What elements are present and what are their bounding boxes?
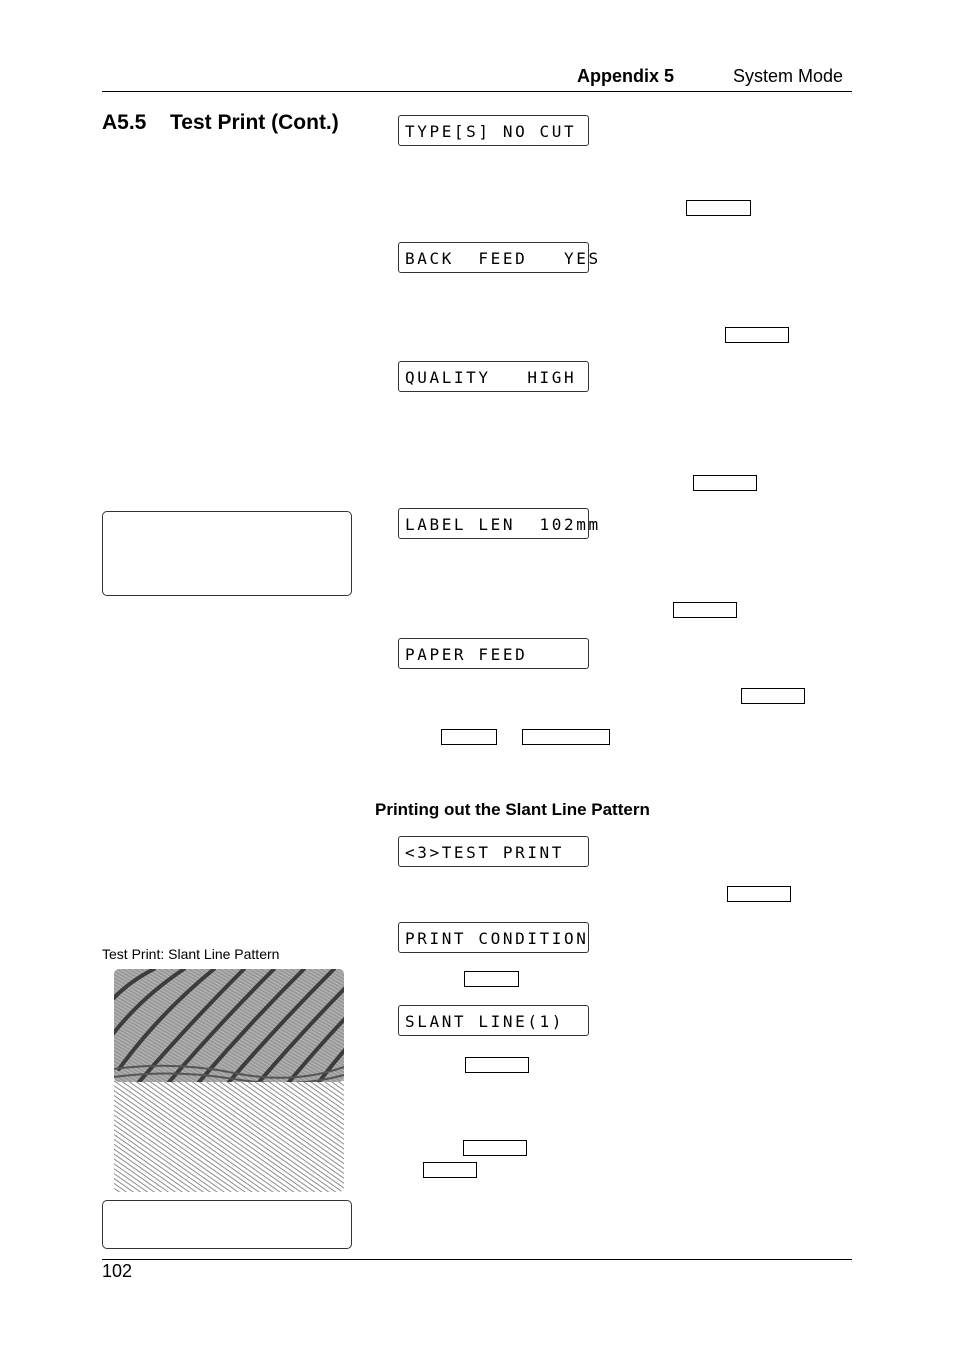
- header-rule: [102, 91, 852, 92]
- key-box: [727, 886, 791, 902]
- section-title-text: Test Print (Cont.): [170, 111, 339, 134]
- lcd-display-type: TYPE[S] NO CUT: [398, 115, 589, 146]
- header-section-name: System Mode: [733, 66, 844, 86]
- subheading: Printing out the Slant Line Pattern: [375, 800, 650, 819]
- section-number: A5.5: [102, 111, 147, 134]
- lcd-display-back-feed: BACK FEED YES: [398, 242, 589, 273]
- lcd-display-print-condition: PRINT CONDITION: [398, 922, 589, 953]
- key-box: [465, 1057, 529, 1073]
- note-box: [102, 511, 352, 596]
- footer-rule: [102, 1259, 852, 1260]
- lcd-display-slant-line: SLANT LINE(1): [398, 1005, 589, 1036]
- key-box: [441, 729, 497, 745]
- slant-line-pattern-image: [114, 969, 344, 1192]
- page-number: 102: [102, 1261, 133, 1281]
- lcd-display-quality: QUALITY HIGH: [398, 361, 589, 392]
- key-box: [522, 729, 610, 745]
- key-box: [725, 327, 789, 343]
- lcd-display-paper-feed: PAPER FEED: [398, 638, 589, 669]
- key-box: [464, 971, 519, 987]
- header-appendix: Appendix 5: [577, 66, 675, 86]
- section-title: [102, 111, 339, 135]
- key-box: [463, 1140, 527, 1156]
- key-box: [693, 475, 757, 491]
- key-box: [423, 1162, 477, 1178]
- lcd-display-test-print: <3>TEST PRINT: [398, 836, 589, 867]
- key-box: [741, 688, 805, 704]
- lcd-display-label-len: LABEL LEN 102mm: [398, 508, 589, 539]
- figure-caption: Test Print: Slant Line Pattern: [102, 946, 280, 962]
- note-box: [102, 1200, 352, 1249]
- key-box: [686, 200, 751, 216]
- key-box: [673, 602, 737, 618]
